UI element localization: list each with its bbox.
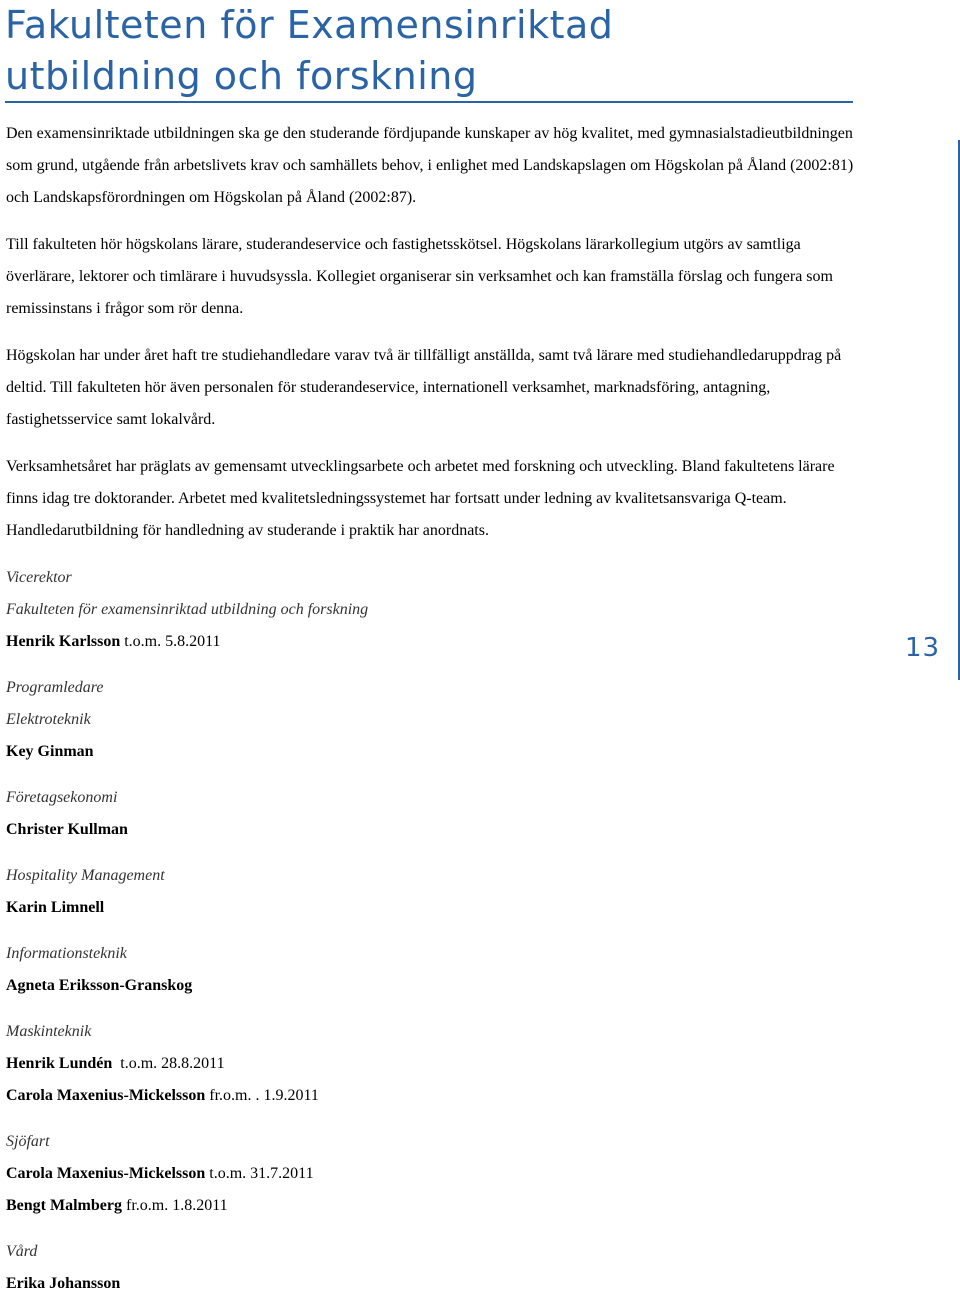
person-note: t.o.m. 5.8.2011	[120, 633, 221, 650]
person-name: Henrik Karlsson	[6, 633, 121, 650]
vicerektor-faculty: Fakulteten för examensinriktad utbildning och forskning	[6, 601, 369, 618]
program-maskinteknik	[6, 1016, 856, 1112]
paragraph-1: Den examensinriktade utbildningen ska ge den studerande fördjupande kunskaper av hög kvalitet, med gymnasialstadieutbildningen som grund, utgående från arbetslivets krav och samhällets behov, i enlighet med Landskapslagen om Högskolan på Åland (2002:81) och Landskapsförordningen om Högskolan på Åland (2002:87).	[6, 125, 854, 206]
program-hospitality	[6, 860, 856, 924]
person-name: Erika Johansson	[6, 1275, 121, 1292]
program-name: Vård	[6, 1243, 38, 1260]
person-name: Henrik Lundén	[6, 1055, 113, 1072]
paragraph-2: Till fakulteten hör högskolans lärare, studerandeservice och fastighetsskötsel. Högskolans lärarkollegium utgörs av samtliga överlärare, lektorer och timlärare i huvudsyssla. Kollegiet organiserar sin verksamhet och kan framställa förslag och fungera som remissinstans i frågor som rör denna.	[6, 236, 833, 317]
paragraph-4: Verksamhetsåret har präglats av gemensamt utvecklingsarbete och arbetet med forskning och utveckling. Bland fakultetens lärare finns idag tre doktorander. Arbetet med kvalitetsledningssystemet har fortsatt under ledning av kvalitetsansvariga Q-team. Handledarutbildning för handledning av studerande i praktik har anordnats.	[6, 458, 835, 539]
vicerektor-block	[6, 562, 856, 658]
program-elektroteknik	[6, 672, 856, 768]
program-person	[6, 814, 856, 846]
paragraph-3: Högskolan har under året haft tre studiehandledare varav två är tillfälligt anställda, samt två lärare med studiehandledaruppdrag på deltid. Till fakulteten hör även personalen för studerandeservice, internationell verksamhet, marknadsföring, antagning, fastighetsservice samt lokalvård.	[6, 347, 842, 428]
programledare-label: Programledare	[6, 679, 104, 696]
program-name: Informationsteknik	[6, 945, 127, 962]
program-person	[6, 1268, 856, 1300]
title-divider	[5, 101, 853, 103]
person-name: Bengt Malmberg	[6, 1197, 122, 1214]
person-note: t.o.m. 31.7.2011	[205, 1165, 314, 1182]
program-foretagsekonomi	[6, 782, 856, 846]
program-person	[6, 1190, 856, 1222]
page-title	[5, 0, 613, 102]
program-name: Elektroteknik	[6, 711, 91, 728]
document-body	[6, 118, 856, 1314]
program-name: Maskinteknik	[6, 1023, 92, 1040]
person-name: Christer Kullman	[6, 821, 128, 838]
title-line-1: Fakulteten för Examensinriktad	[5, 3, 614, 47]
program-name: Sjöfart	[6, 1133, 50, 1150]
program-person	[6, 1048, 856, 1080]
vicerektor-person	[6, 626, 856, 658]
program-person	[6, 1158, 856, 1190]
person-note: t.o.m. 28.8.2011	[112, 1055, 225, 1072]
person-name: Key Ginman	[6, 743, 94, 760]
program-person	[6, 736, 856, 768]
page-number: 13	[905, 633, 941, 663]
person-name: Carola Maxenius-Mickelsson	[6, 1165, 206, 1182]
person-name: Agneta Eriksson-Granskog	[6, 977, 193, 994]
program-name: Hospitality Management	[6, 867, 165, 884]
program-person	[6, 892, 856, 924]
program-informationsteknik	[6, 938, 856, 1002]
program-name: Företagsekonomi	[6, 789, 118, 806]
program-person	[6, 970, 856, 1002]
vicerektor-role: Vicerektor	[6, 569, 72, 586]
person-note: fr.o.m. 1.8.2011	[121, 1197, 228, 1214]
program-person	[6, 1080, 856, 1112]
person-name: Carola Maxenius-Mickelsson	[6, 1087, 206, 1104]
title-line-2: utbildning och forskning	[5, 54, 478, 98]
person-note: fr.o.m. . 1.9.2011	[205, 1087, 319, 1104]
program-sjofart	[6, 1126, 856, 1222]
program-vard	[6, 1236, 856, 1300]
person-name: Karin Limnell	[6, 899, 105, 916]
